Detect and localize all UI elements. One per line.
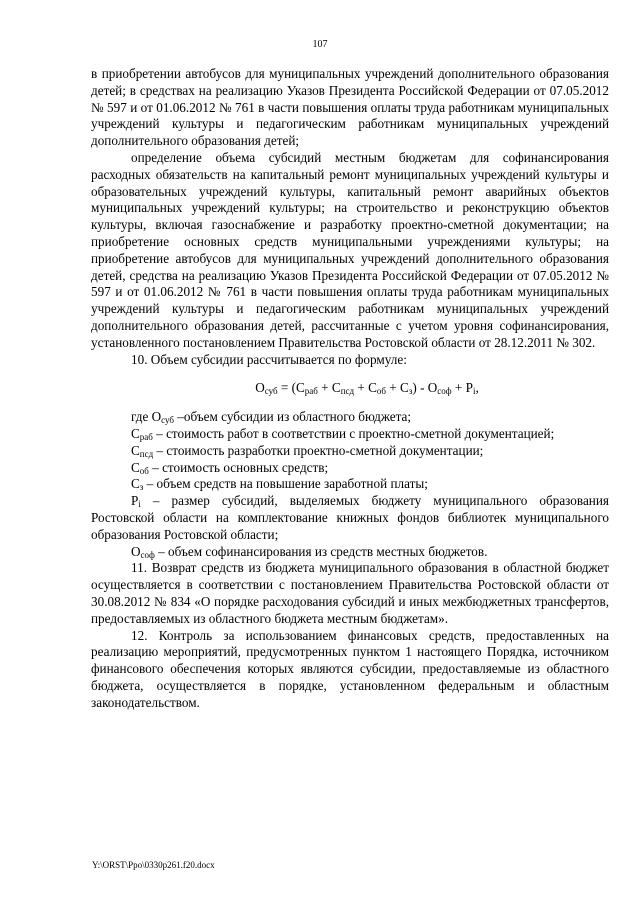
file-path-footer: Y:\ORST\Ppo\0330p261.f20.docx	[92, 860, 215, 870]
paragraph-12: 12. Контроль за использованием финансовых средств, предоставленных на реализацию мероприятий, предусмотренных пунктом 1 настоящего Порядка, источником финансового обеспечения которых являются субсидии, предоставляемые из областного бюджета, осуществляется в порядке, установленном федеральным и областным законодательством.	[91, 627, 609, 710]
paragraph-determination: определение объема субсидий местным бюджетам для софинансирования расходных обязательств на капитальный ремонт муниципальных учреждений культуры и образовательных учреждений культуры, капитальный ремонт аварийных объектов муниципальных учреждений культуры; на строительство и реконструкцию объектов культуры, включая газоснабжение и разработку проектно-сметной документации; на приобретение основных средств муниципальными учреждениями культуры; на приобретение автобусов для муниципальных учреждений дополнительного образования детей, средства на реализацию Указов Президента Российской Федерации от 07.05.2012 № 597 и от 01.06.2012 № 761 в части повышения оплаты труда работникам муниципальных учреждений культуры и педагогическим работникам муниципальных учреждений дополнительного образования детей, рассчитанные с учетом уровня софинансирования, установленного постановлением Правительства Ростовской области от 28.12.2011 № 302.	[91, 149, 609, 350]
document-body	[91, 66, 609, 711]
definition-pi: $Р_i$ – размер субсидий, выделяемых бюджету муниципального образования Ростовской области на комплектование книжных фондов библиотек муниципального образования Ростовской области;	[91, 493, 609, 542]
subsidy-formula: $О_{суб} = (С_{раб} + С_{псд} + С_{об} + С_з) - О_{соф} + Р_i$,	[255, 380, 479, 397]
paragraph-11: 11. Возврат средств из бюджета муниципального образования в областной бюджет осуществляется в соответствии с постановлением Правительства Ростовской области от 30.08.2012 № 834 «О порядке расходования субсидий и иных межбюджетных трансфертов, предоставляемых из областного бюджета местным бюджетам».	[91, 560, 609, 626]
definition-osof: $О_{соф}$ – объем софинансирования из средств местных бюджетов.	[131, 543, 488, 560]
definition-cob: $С_{об}$ – стоимость основных средств;	[131, 459, 329, 476]
definition-cz: $С_з$ – объем средств на повышение заработной платы;	[131, 476, 428, 493]
paragraph-10: 10. Объем субсидии рассчитывается по формуле:	[131, 351, 407, 367]
definition-osub: где $О_{суб}$ –объем субсидии из областного бюджета;	[131, 409, 412, 426]
paragraph-continuation: в приобретении автобусов для муниципальных учреждений дополнительного образования детей; в средствах на реализацию Указов Президента Российской Федерации от 07.05.2012 № 597 и от 01.06.2012 № 761 в части повышения оплаты труда работникам муниципальных учреждений культуры и педагогическим работникам муниципальных учреждений дополнительного образования детей;	[91, 66, 609, 149]
definition-crab: $С_{раб}$ – стоимость работ в соответствии с проектно-сметной документацией;	[131, 425, 555, 442]
definition-cpsd: $С_{псд}$ – стоимость разработки проектно-сметной документации;	[131, 442, 484, 459]
page-number: 107	[312, 39, 328, 50]
